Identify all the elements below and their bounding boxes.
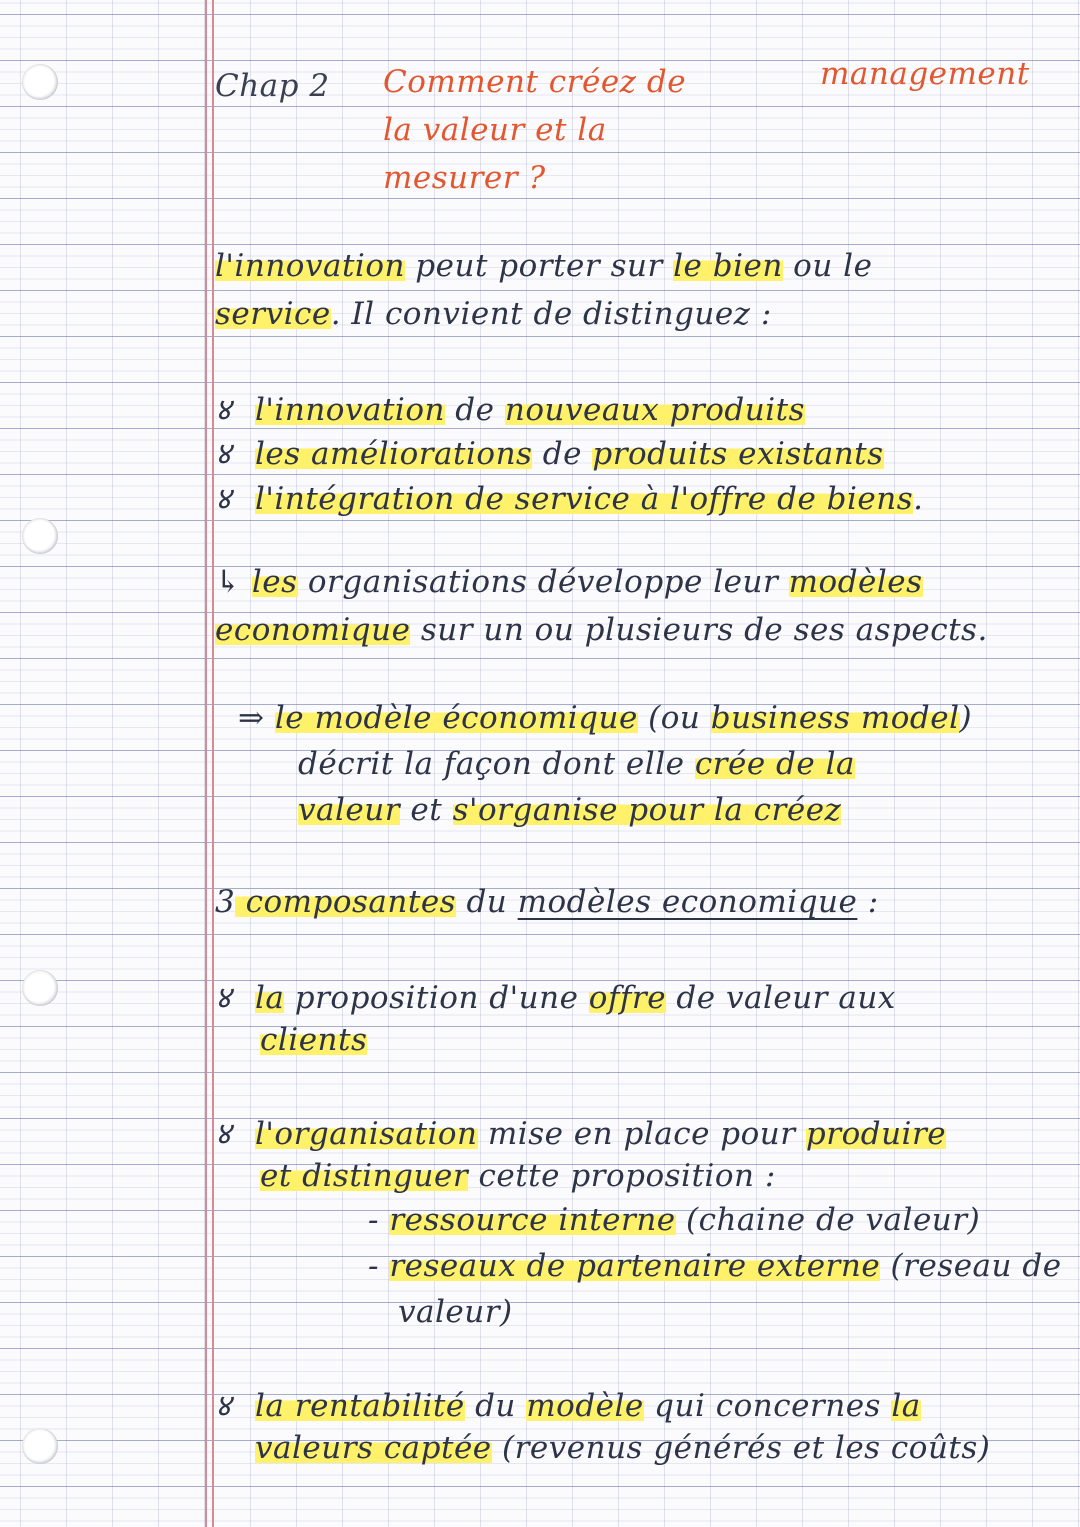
- note-text: du: [464, 1388, 527, 1424]
- note-text: business model: [710, 700, 960, 736]
- note-text: valeur: [298, 792, 401, 828]
- note-text: captée: [373, 1430, 492, 1466]
- note-text: l'innovation: [215, 248, 405, 284]
- list-item: [215, 388, 805, 430]
- note-text: la: [255, 1388, 285, 1424]
- note-text: Comment créez de: [383, 64, 687, 100]
- note-text: ⇒: [238, 700, 275, 736]
- note-text: Chap 2: [215, 68, 330, 104]
- business-model-line-1: [238, 700, 972, 736]
- note-text: composantes: [235, 884, 457, 920]
- note-text: (reseau de: [880, 1248, 1062, 1284]
- list-item: [215, 432, 884, 474]
- note-text: produire: [805, 1116, 947, 1152]
- page-title-line-1b: [820, 56, 1030, 92]
- note-text: (revenus générés et les coûts): [491, 1430, 991, 1466]
- component-2-line-2: [260, 1158, 776, 1194]
- component-3-line-1: [215, 1384, 921, 1426]
- note-text: ↳: [215, 564, 252, 600]
- note-text: :: [857, 884, 879, 920]
- component-1-line-2: [260, 1022, 367, 1058]
- business-model-line-2: [298, 746, 855, 782]
- note-text: management: [820, 56, 1030, 92]
- note-text: du: [456, 884, 518, 920]
- binder-hole: [22, 1428, 58, 1464]
- note-text: peut porter sur: [404, 248, 674, 284]
- note-text: (ou: [637, 700, 711, 736]
- note-text: qui concernes: [643, 1388, 892, 1424]
- note-text: ): [959, 700, 973, 736]
- note-text: ou le: [782, 248, 873, 284]
- note-text: mesurer ?: [383, 160, 546, 196]
- note-text: s'organise pour la créez: [452, 792, 842, 828]
- bullet-mark: ४: [215, 980, 232, 1016]
- note-text: clients: [260, 1022, 368, 1058]
- note-text: décrit la façon dont elle: [298, 746, 695, 782]
- note-text: reseaux de partenaire externe: [389, 1248, 881, 1284]
- binder-hole: [22, 970, 58, 1006]
- page-title-line-3: [383, 160, 546, 196]
- note-text: et distinguer: [260, 1158, 469, 1194]
- note-text: les améliorations: [255, 436, 533, 472]
- component-2-sub-3: [398, 1294, 513, 1330]
- note-text: sur un ou plusieurs de ses aspects.: [410, 612, 988, 648]
- binder-hole: [22, 518, 58, 554]
- margin-line: [205, 0, 207, 1527]
- bullet-mark: ४: [215, 1388, 232, 1424]
- note-text: rentabilité: [284, 1388, 465, 1424]
- note-text: ressource interne: [389, 1202, 676, 1238]
- component-2-sub-2: [368, 1248, 1062, 1284]
- note-text: de: [532, 436, 593, 472]
- page-title-line-1: [383, 64, 686, 100]
- note-text: proposition d'une: [284, 980, 589, 1016]
- note-text: le modèle économique: [274, 700, 638, 736]
- note-text: développe leur: [527, 564, 789, 600]
- section-heading: [215, 884, 879, 920]
- organisations-line-2: [215, 612, 988, 648]
- business-model-line-3: [298, 792, 841, 828]
- margin-line: [212, 0, 214, 1527]
- chapter-label: [215, 68, 330, 104]
- note-text: la: [891, 1388, 921, 1424]
- note-text: de: [444, 392, 505, 428]
- note-text: crée de la: [694, 746, 855, 782]
- intro-line-1: [215, 248, 872, 284]
- component-1-line-1: [215, 976, 896, 1018]
- intro-line-2: [215, 296, 772, 332]
- note-text: .: [913, 481, 924, 517]
- binder-hole: [22, 64, 58, 100]
- note-text: l'intégration de service à l'offre de biens: [255, 481, 914, 517]
- note-text: service: [215, 296, 331, 332]
- note-text: produits existants: [592, 436, 884, 472]
- note-text: 3: [215, 884, 236, 920]
- bullet-mark: ४: [215, 436, 232, 472]
- note-text: modèle: [526, 1388, 644, 1424]
- note-text: cette proposition :: [468, 1158, 776, 1194]
- page-title-line-2: [383, 112, 607, 148]
- component-2-line-1: [215, 1112, 946, 1154]
- list-item: [215, 477, 924, 519]
- note-text: les: [251, 564, 298, 600]
- bullet-mark: ४: [215, 1116, 232, 1152]
- bullet-mark: ४: [215, 481, 232, 517]
- note-text: et: [400, 792, 453, 828]
- note-text: offre: [588, 980, 667, 1016]
- note-text: -: [368, 1202, 390, 1238]
- component-3-line-2: [255, 1430, 990, 1466]
- note-text: modèles: [788, 564, 923, 600]
- note-text: organisations: [297, 564, 528, 600]
- note-text: l'innovation: [255, 392, 445, 428]
- organisations-line-1: [215, 564, 923, 600]
- note-text: . Il convient de distinguez :: [330, 296, 772, 332]
- component-2-sub-1: [368, 1202, 980, 1238]
- note-text: l'organisation: [255, 1116, 478, 1152]
- bullet-mark: ४: [215, 392, 232, 428]
- note-text: de valeur aux: [666, 980, 896, 1016]
- note-text: valeur): [398, 1294, 513, 1330]
- note-text: la valeur et la: [383, 112, 607, 148]
- note-text: le bien: [673, 248, 783, 284]
- note-text: modèles economique: [517, 884, 858, 920]
- note-text: nouveaux produits: [504, 392, 806, 428]
- note-text: la: [255, 980, 285, 1016]
- note-text: mise en place pour: [477, 1116, 806, 1152]
- note-text: -: [368, 1248, 390, 1284]
- note-text: valeurs: [255, 1430, 374, 1466]
- note-text: economique: [215, 612, 411, 648]
- note-text: (chaine de valeur): [675, 1202, 981, 1238]
